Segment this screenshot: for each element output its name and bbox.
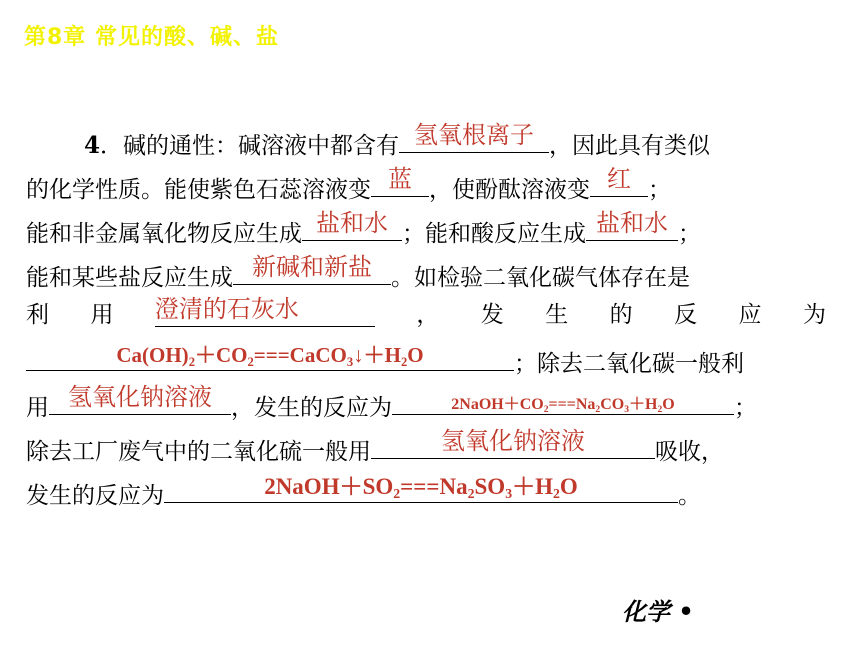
answer-blank-12: [164, 474, 678, 503]
equation-3: $2NaOH+SO_2===Na_2SO_3+H_2O$: [264, 474, 578, 502]
equation-2: $2NaOH+CO_2===Na_2CO_3+H_2O$: [451, 396, 675, 415]
answer-blank-9: [49, 383, 231, 415]
text-line-9: 发生的反应为 $2NaOH+SO_2===Na_2SO_3+H_2O$ 。: [26, 474, 701, 508]
footer-subject: 化学 •: [622, 597, 694, 626]
text-line-1: 4．碱的通性：碱溶液中都含有 氢氧根离子 ，因此具有类似: [84, 124, 710, 158]
answer-blank-10: [392, 386, 734, 415]
answer-5: 盐和水: [596, 209, 668, 237]
answer-11: 氢氧化钠溶液: [441, 427, 585, 455]
answer-3: 红: [607, 165, 631, 193]
text-line-7: 用 氢氧化钠溶液 ，发生的反应为 $2NaOH+CO_2===Na_2CO_3+H_2O$ ；: [26, 386, 757, 420]
answer-blank-5: [586, 209, 678, 241]
answer-blank-4: [302, 209, 402, 241]
answer-blank-7: [154, 295, 375, 327]
answer-blank-2: [371, 165, 429, 197]
question-number: 4: [84, 132, 101, 159]
text-line-8: 除去工厂废气中的二氧化硫一般用 氢氧化钠溶液 吸收，: [26, 430, 724, 464]
answer-4: 盐和水: [316, 209, 388, 237]
answer-blank-1: [399, 121, 549, 153]
answer-blank-3: [590, 165, 648, 197]
answer-blank-6: [233, 253, 391, 285]
text-line-4: 能和某些盐反应生成 新碱和新盐 。如检验二氧化碳气体存在是: [26, 256, 690, 290]
equation-1: $Ca(OH)_2+CO_2===CaCO_3↓+H_2O$: [116, 343, 424, 369]
answer-2: 蓝: [388, 165, 412, 193]
answer-blank-11: [371, 427, 655, 459]
answer-blank-8: [26, 342, 514, 371]
chapter-header: 第8章 常见的酸、碱、盐: [24, 25, 279, 50]
answer-7: 澄清的石灰水: [154, 295, 299, 323]
answer-9: 氢氧化钠溶液: [68, 383, 212, 411]
text-line-2: 的化学性质。能使紫色石蕊溶液变 蓝 ，使酚酞溶液变 红 ；: [26, 168, 671, 202]
text-line-6: $Ca(OH)_2+CO_2===CaCO_3↓+H_2O$ ；除去二氧化碳一般利: [26, 342, 744, 376]
answer-1: 氢氧根离子: [414, 121, 535, 149]
text-line-5: 利 用 澄清的石灰水 ， 发 生 的 反 应 为: [26, 298, 826, 332]
answer-6: 新碱和新盐: [252, 253, 372, 281]
text-line-3: 能和非金属氧化物反应生成 盐和水 ；能和酸反应生成 盐和水 ；: [26, 212, 701, 246]
